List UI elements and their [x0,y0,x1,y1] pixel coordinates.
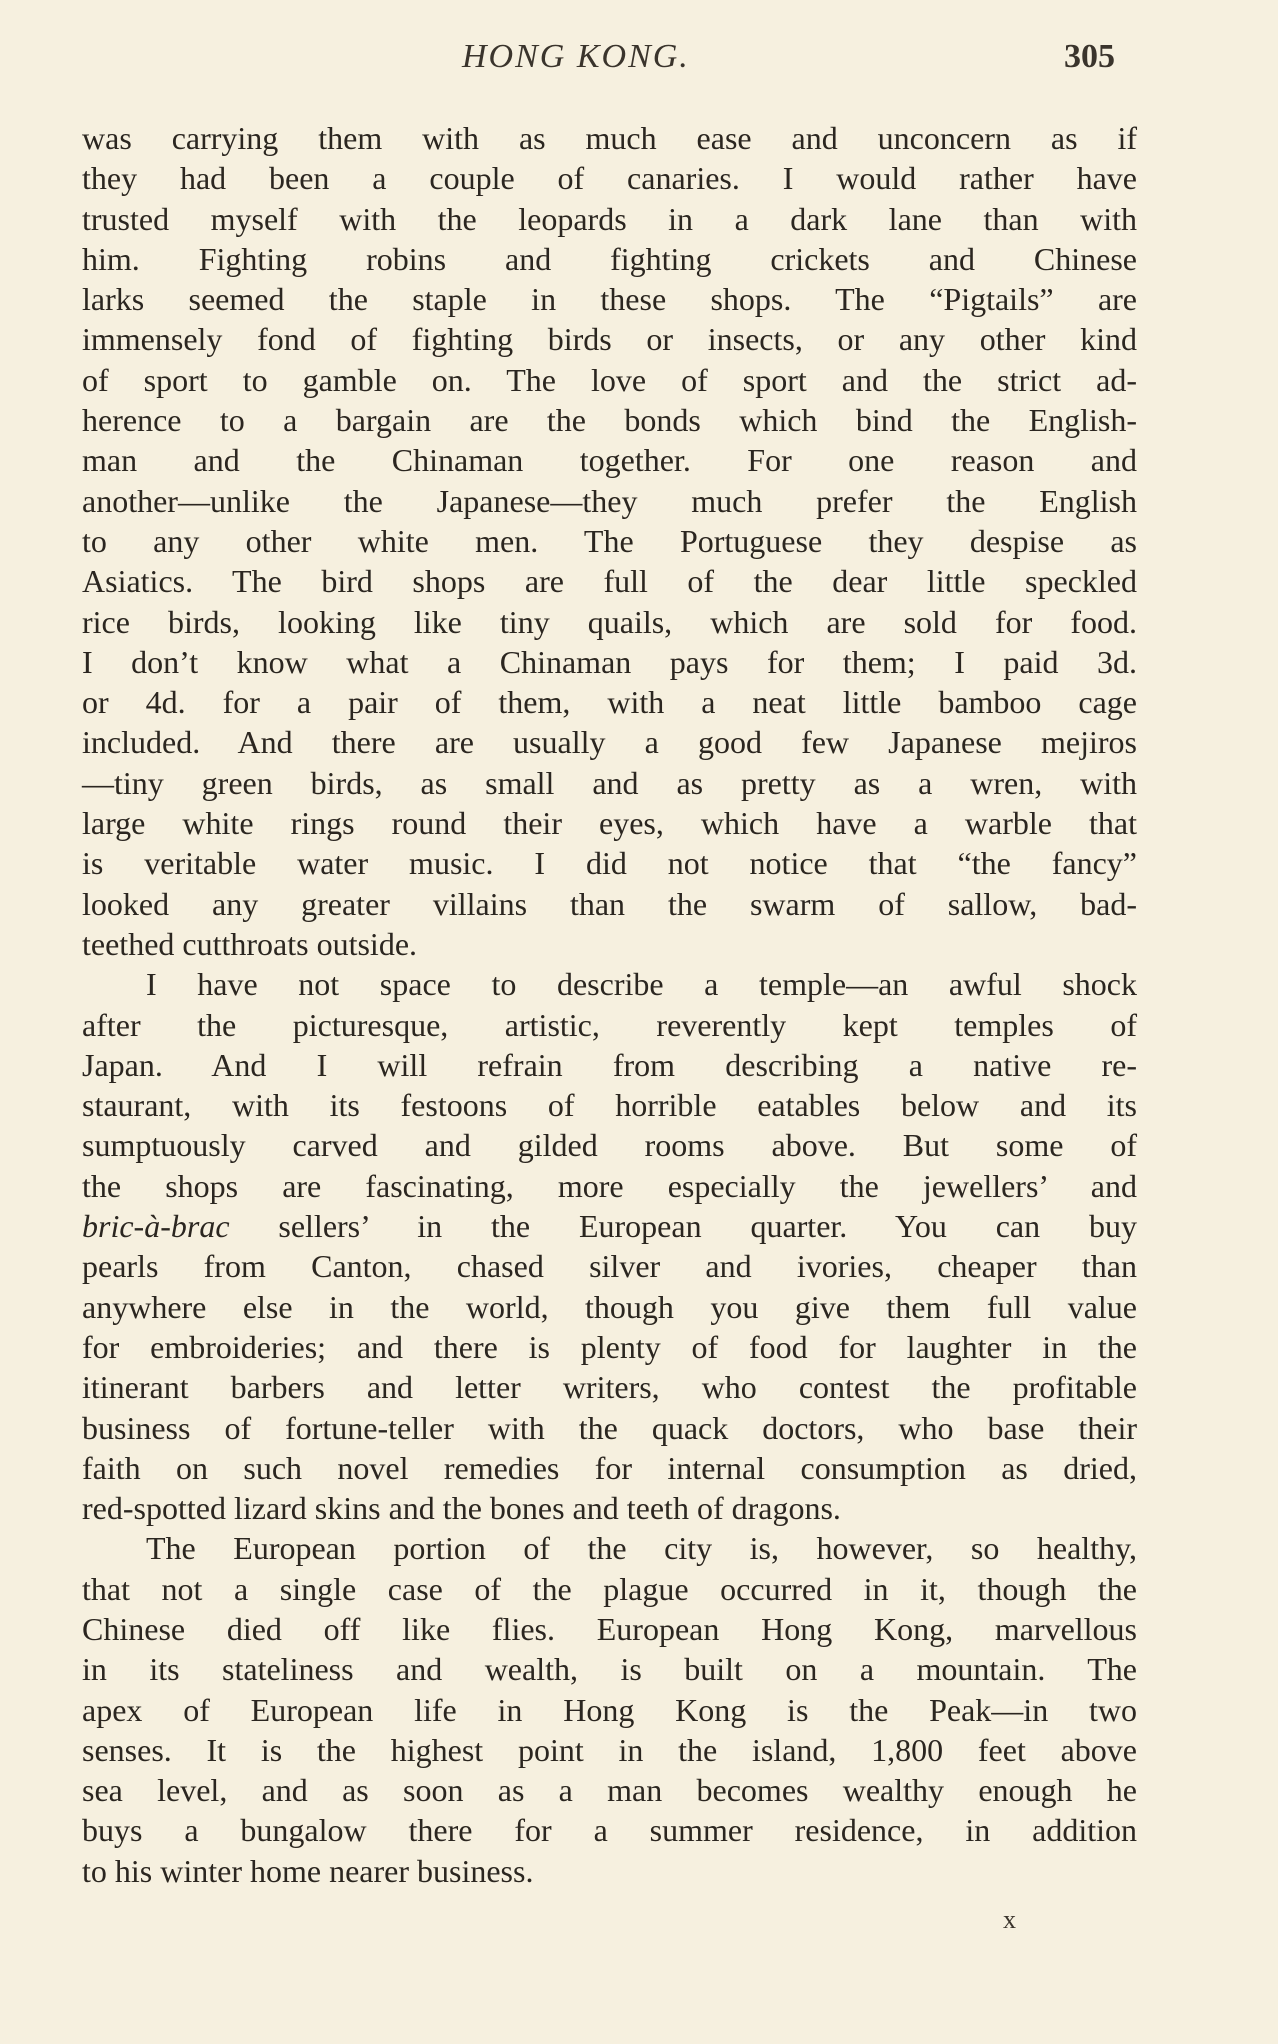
text-line: rice birds, looking like tiny quails, which are sold for food. [82,603,1137,640]
text-line: buys a bungalow there for a summer residence, in addition [82,1812,1137,1849]
text-line: was carrying them with as much ease and unconcern as if [82,120,1137,156]
text-line: The European portion of the city is, however, so healthy, [146,1530,1137,1567]
italic-phrase: bric-à-brac [82,1208,230,1245]
text-line: trusted myself with the leopards in a dark lane than with [82,200,1137,237]
text-line: they had been a couple of canaries. I would rather have [82,160,1137,197]
text-line: immensely fond of fighting birds or insects, or any other kind [82,321,1137,358]
page-number: 305 [1064,38,1115,75]
text-line: in its stateliness and wealth, is built on a mountain. The [82,1651,1137,1688]
text-line: Chinese died off like flies. European Hong Kong, marvellous [82,1610,1137,1647]
text-line: him. Fighting robins and fighting crickets and Chinese [82,240,1137,277]
signature-mark: x [1003,1905,1016,1934]
text-line: I don’t know what a Chinaman pays for them; I paid 3d. [82,643,1137,680]
text-line: that not a single case of the plague occurred in it, though the [82,1570,1137,1607]
text-line: bric-à-brac sellers’ in the European quarter. You can buy [82,1208,1137,1245]
text-line: anywhere else in the world, though you give them full value [82,1288,1137,1325]
text-line: Asiatics. The bird shops are full of the dear little speckled [82,563,1137,600]
text-line: another—unlike the Japanese—they much prefer the English [82,482,1137,519]
text-line: of sport to gamble on. The love of sport and the strict ad- [82,361,1137,398]
paragraph-1 [82,118,1137,964]
running-title: HONG KONG. [462,38,690,75]
text-line: sea level, and as soon as a man becomes wealthy enough he [82,1772,1137,1809]
text-line: man and the Chinaman together. For one reason and [82,442,1137,479]
text-line: larks seemed the staple in these shops. The “Pigtails” are [82,281,1137,318]
body-text [82,118,1137,1891]
text-line: teethed cutthroats outside. [82,925,418,962]
text-line: Japan. And I will refrain from describing a native re- [82,1046,1137,1083]
running-header [0,38,1278,88]
text-line: large white rings round their eyes, which have a warble that [82,805,1137,842]
paragraph-3 [82,1528,1137,1891]
text-line: the shops are fascinating, more especially the jewellers’ and [82,1167,1137,1204]
text-line: to any other white men. The Portuguese they despise as [82,522,1137,559]
text-line: faith on such novel remedies for internal consumption as dried, [82,1449,1137,1486]
text-line: red-spotted lizard skins and the bones and teeth of dragons. [82,1490,841,1527]
text-line: —tiny green birds, as small and as pretty as a wren, with [82,764,1137,801]
text-line: I have not space to describe a temple—an awful shock [146,966,1137,1003]
text-line: after the picturesque, artistic, reverently kept temples of [82,1006,1137,1043]
text-line: included. And there are usually a good few Japanese mejiros [82,724,1137,761]
text-line: itinerant barbers and letter writers, who contest the profitable [82,1369,1137,1406]
text-line: looked any greater villains than the swarm of sallow, bad- [82,885,1137,922]
text-line: for embroideries; and there is plenty of food for laughter in the [82,1328,1137,1365]
paragraph-2 [82,964,1137,1528]
text-line: is veritable water music. I did not notice that “the fancy” [82,845,1137,882]
text-line: to his winter home nearer business. [82,1852,534,1889]
text-line: herence to a bargain are the bonds which bind the English- [82,402,1137,439]
text-line: senses. It is the highest point in the island, 1,800 feet above [82,1731,1137,1768]
text-line: pearls from Canton, chased silver and ivories, cheaper than [82,1248,1137,1285]
text-line: staurant, with its festoons of horrible eatables below and its [82,1087,1137,1124]
text-line: business of fortune-teller with the quack doctors, who base their [82,1409,1137,1446]
text-line: apex of European life in Hong Kong is the Peak—in two [82,1691,1137,1728]
text-line: or 4d. for a pair of them, with a neat little bamboo cage [82,684,1137,721]
text-line: sumptuously carved and gilded rooms above. But some of [82,1127,1137,1164]
